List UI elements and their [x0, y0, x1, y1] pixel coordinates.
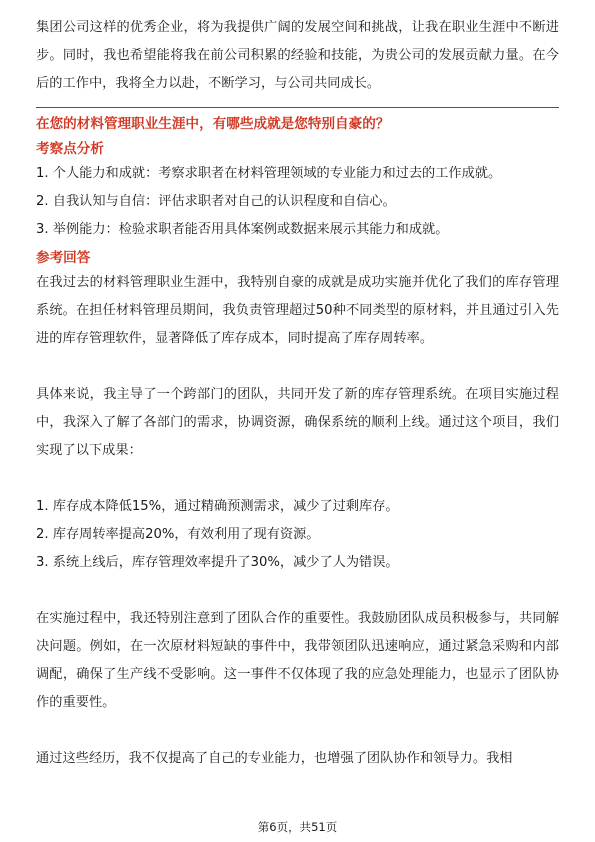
- document-page: [36, 14, 559, 773]
- section-divider: [36, 107, 559, 108]
- analysis-title: 考察点分析: [36, 141, 104, 157]
- page-number-footer: 第6页，共51页: [257, 820, 338, 834]
- analysis-list: [36, 160, 559, 244]
- answer-paragraph-2: 具体来说，我主导了一个跨部门的团队，共同开发了新的库存管理系统。在项目实施过程中，我深入了解了各部门的需求，协调资源，确保系统的顺利上线。通过这个项目，我们实现了以下成果：: [36, 387, 559, 458]
- paragraph-gap: [36, 577, 559, 605]
- result-item: 3. 系统上线后，库存管理效率提升了30%，减少了人为错误。: [36, 555, 399, 570]
- paragraph-gap: [36, 353, 559, 381]
- answer-paragraph-3: 在实施过程中，我还特别注意到了团队合作的重要性。我鼓励团队成员积极参与，共同解决问题。例如，在一次原材料短缺的事件中，我带领团队迅速响应，通过紧急采购和内部调配，确保了生产线不受影响。这一事件不仅体现了我的应急处理能力，也显示了团队协作的重要性。: [36, 611, 559, 710]
- interview-question: 在您的材料管理职业生涯中，有哪些成就是您特别自豪的？: [36, 116, 390, 132]
- intro-closing-paragraph: 集团公司这样的优秀企业，将为我提供广阔的发展空间和挑战，让我在职业生涯中不断进步。同时，我也希望能将我在前公司积累的经验和技能，为贵公司的发展贡献力量。在今后的工作中，我将全力以赴，不断学习，与公司共同成长。: [36, 20, 559, 91]
- analysis-item: 1. 个人能力和成就：考察求职者在材料管理领域的专业能力和过去的工作成就。: [36, 166, 502, 181]
- answer-title: 参考回答: [36, 250, 91, 266]
- paragraph-gap: [36, 717, 559, 745]
- answer-paragraph-4: 通过这些经历，我不仅提高了自己的专业能力，也增强了团队协作和领导力。我相: [36, 751, 513, 766]
- result-item: 1. 库存成本降低15%，通过精确预测需求，减少了过剩库存。: [36, 499, 399, 514]
- analysis-item: 3. 举例能力：检验求职者能否用具体案例或数据来展示其能力和成就。: [36, 222, 449, 237]
- answer-paragraph-1: 在我过去的材料管理职业生涯中，我特别自豪的成就是成功实施并优化了我们的库存管理系统。在担任材料管理员期间，我负责管理超过50种不同类型的原材料，并且通过引入先进的库存管理软件，显著降低了库存成本，同时提高了库存周转率。: [36, 275, 559, 346]
- analysis-item: 2. 自我认知与自信：评估求职者对自己的认识程度和自信心。: [36, 194, 396, 209]
- results-list: [36, 493, 559, 577]
- paragraph-gap: [36, 465, 559, 493]
- result-item: 2. 库存周转率提高20%，有效利用了现有资源。: [36, 527, 320, 542]
